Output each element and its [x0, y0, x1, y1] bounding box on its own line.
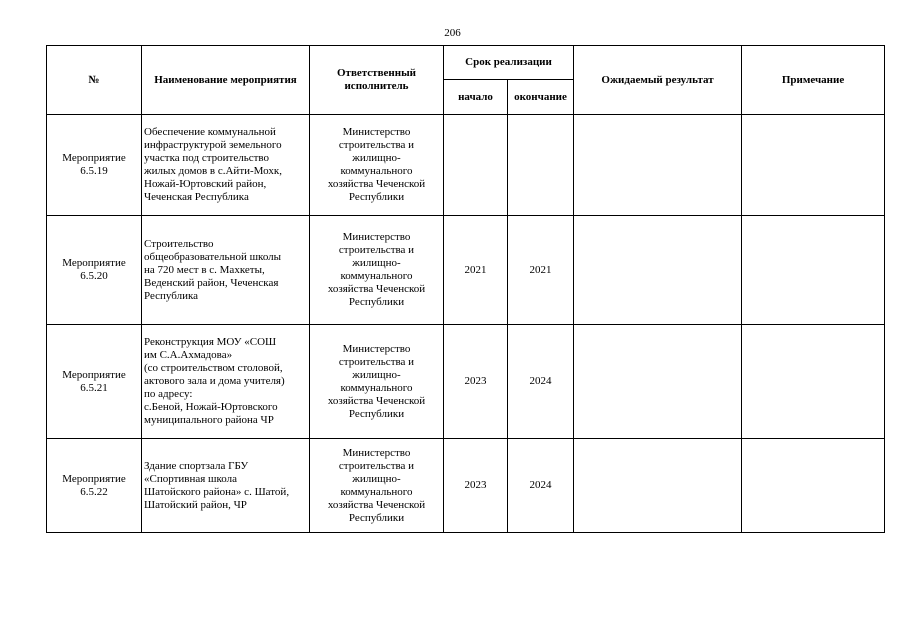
measure-note: [742, 115, 885, 216]
measure-name: Здание спортзала ГБУ «Спортивная школа Шатойского района» с. Шатой, Шатойский район, ЧР: [142, 439, 310, 533]
measure-responsible: Министерство строительства и жилищно- коммунального хозяйства Чеченской Республики: [310, 216, 444, 325]
measure-responsible: Министерство строительства и жилищно- коммунального хозяйства Чеченской Республики: [310, 325, 444, 439]
measure-end: 2021: [508, 216, 574, 325]
measure-note: [742, 325, 885, 439]
header-measure-name: Наименование мероприятия: [142, 46, 310, 115]
measure-start: [444, 115, 508, 216]
table-row: [47, 439, 885, 533]
measure-result: [574, 325, 742, 439]
measure-number: Мероприятие 6.5.21: [47, 325, 142, 439]
measure-note: [742, 439, 885, 533]
header-start: начало: [444, 80, 508, 115]
measure-note: [742, 216, 885, 325]
table-row: [47, 115, 885, 216]
table-row: [47, 325, 885, 439]
measure-start: 2023: [444, 439, 508, 533]
page-number: 206: [444, 27, 461, 39]
header-number: №: [47, 46, 142, 115]
measure-number: Мероприятие 6.5.22: [47, 439, 142, 533]
header-period: Срок реализации: [444, 46, 574, 80]
measure-end: 2024: [508, 325, 574, 439]
measure-start: 2023: [444, 325, 508, 439]
header-note: Примечание: [742, 46, 885, 115]
measure-number: Мероприятие 6.5.19: [47, 115, 142, 216]
measures-table: [46, 45, 885, 533]
header-end: окончание: [508, 80, 574, 115]
measure-result: [574, 115, 742, 216]
table-row: [47, 216, 885, 325]
table-header-row: [47, 46, 885, 80]
measure-result: [574, 439, 742, 533]
measure-responsible: Министерство строительства и жилищно- коммунального хозяйства Чеченской Республики: [310, 115, 444, 216]
measure-name: Реконструкция МОУ «СОШ им С.А.Ахмадова» (со строительством столовой, актового зала и дома учителя) по адресу: с.Беной, Ножай-Юртовского муниципального района ЧР: [142, 325, 310, 439]
measure-name: Обеспечение коммунальной инфраструктурой земельного участка под строительство жилых домов в с.Айти-Мохк, Ножай-Юртовский район, Чеченская Республика: [142, 115, 310, 216]
measure-end: [508, 115, 574, 216]
measure-end: 2024: [508, 439, 574, 533]
header-responsible: Ответственный исполнитель: [310, 46, 444, 115]
measure-result: [574, 216, 742, 325]
measure-number: Мероприятие 6.5.20: [47, 216, 142, 325]
measure-name: Строительство общеобразовательной школы на 720 мест в с. Махкеты, Веденский район, Чеченская Республика: [142, 216, 310, 325]
header-expected-result: Ожидаемый результат: [574, 46, 742, 115]
measure-responsible: Министерство строительства и жилищно- коммунального хозяйства Чеченской Республики: [310, 439, 444, 533]
measure-start: 2021: [444, 216, 508, 325]
